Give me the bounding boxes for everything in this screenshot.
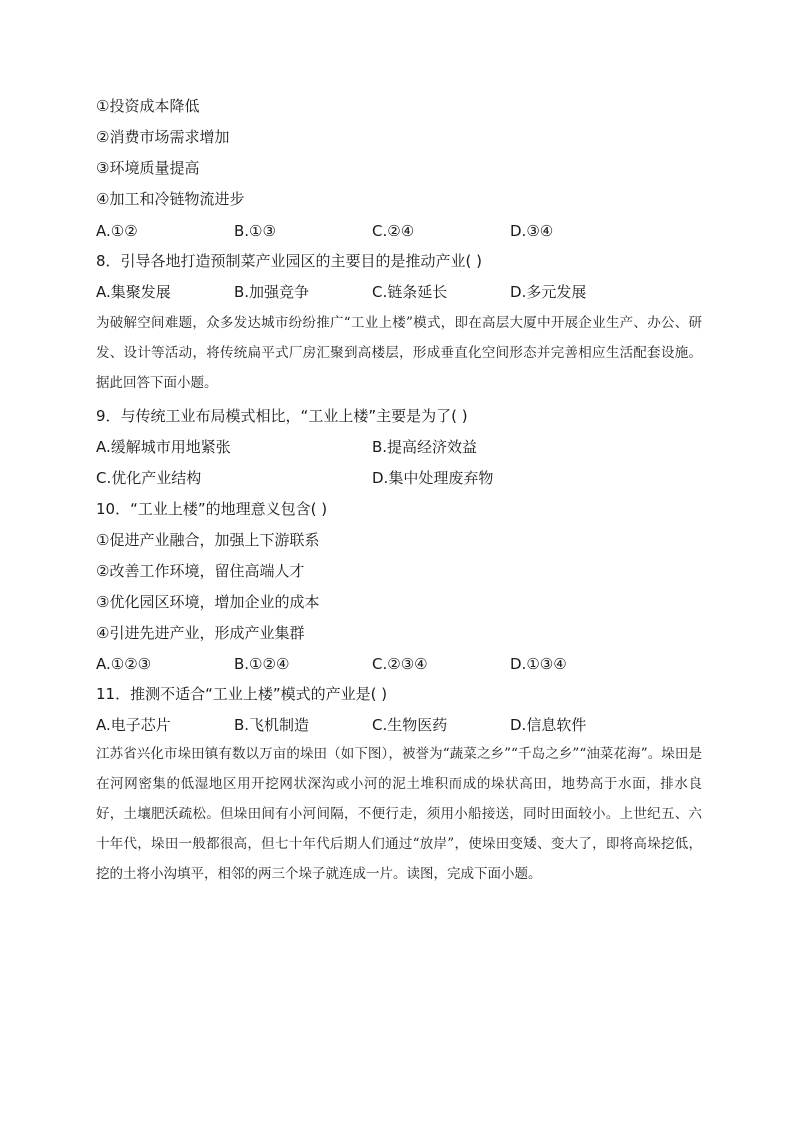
q10-option-d[interactable]: D.①③④ [510,655,567,673]
q9-option-b[interactable]: B.提高经济效益 [372,438,478,456]
q10-option-c[interactable]: C.②③④ [372,655,428,673]
q8-option-d[interactable]: D.多元发展 [510,283,587,301]
q10-option-a[interactable]: A.①②③ [96,655,152,673]
q10-item-1: ①促进产业融合，加强上下游联系 [96,531,320,549]
passage-industry-upstairs: 为破解空间难题，众多发达城市纷纷推广“工业上楼”模式，即在高层大厦中开展企业生产、办公、研发、设计等活动，将传统扁平式厂房汇聚到高楼层，形成垂直化空间形态并完善相应生活配套设施。据此回答下面小题。 [96,315,702,391]
q7-item-2: ②消费市场需求增加 [96,128,230,146]
passage-duotian: 江苏省兴化市垛田镇有数以万亩的垛田（如下图），被誉为“蔬菜之乡”“千岛之乡”“油菜花海”。垛田是在河网密集的低湿地区用开挖网状深沟或小河的泥土堆积而成的垛状高田，地势高于水面，排水良好，土壤肥沃疏松。但垛田间有小河间隔，不便行走，须用小船接送，同时田面较小。上世纪五、六十年代，垛田一般都很高，但七十年代后期人们通过“放岸”，使垛田变矮、变大了，即将高垛挖低，挖的土将小沟填平，相邻的两三个垛子就连成一片。读图，完成下面小题。 [96,746,702,882]
q10-item-2: ②改善工作环境，留住高端人才 [96,562,305,580]
q9-option-c[interactable]: C.优化产业结构 [96,469,202,487]
q7-option-b[interactable]: B.①③ [234,222,276,240]
q7-option-c[interactable]: C.②④ [372,222,415,240]
q11-option-b[interactable]: B.飞机制造 [234,716,310,734]
q10-item-4: ④引进先进产业，形成产业集群 [96,624,305,642]
q9-option-d[interactable]: D.集中处理废弃物 [372,469,494,487]
q7-item-3: ③环境质量提高 [96,159,200,177]
q8-stem: 8．引导各地打造预制菜产业园区的主要目的是推动产业( ) [96,252,483,270]
q10-option-b[interactable]: B.①②④ [234,655,290,673]
q10-item-3: ③优化园区环境，增加企业的成本 [96,593,320,611]
q11-option-c[interactable]: C.生物医药 [372,716,448,734]
q11-stem: 11．推测不适合“工业上楼”模式的产业是( ) [96,685,388,703]
q7-option-a[interactable]: A.①② [96,222,138,240]
q9-option-a[interactable]: A.缓解城市用地紧张 [96,438,231,456]
q7-option-d[interactable]: D.③④ [510,222,554,240]
q11-option-a[interactable]: A.电子芯片 [96,716,171,734]
q7-item-4: ④加工和冷链物流进步 [96,190,245,208]
q10-stem: 10．“工业上楼”的地理意义包含( ) [96,500,328,518]
q7-item-1: ①投资成本降低 [96,97,200,115]
q9-stem: 9．与传统工业布局模式相比，“工业上楼”主要是为了( ) [96,407,468,425]
q8-option-b[interactable]: B.加强竞争 [234,283,310,301]
q11-option-d[interactable]: D.信息软件 [510,716,587,734]
q8-option-c[interactable]: C.链条延长 [372,283,448,301]
q8-option-a[interactable]: A.集聚发展 [96,283,171,301]
